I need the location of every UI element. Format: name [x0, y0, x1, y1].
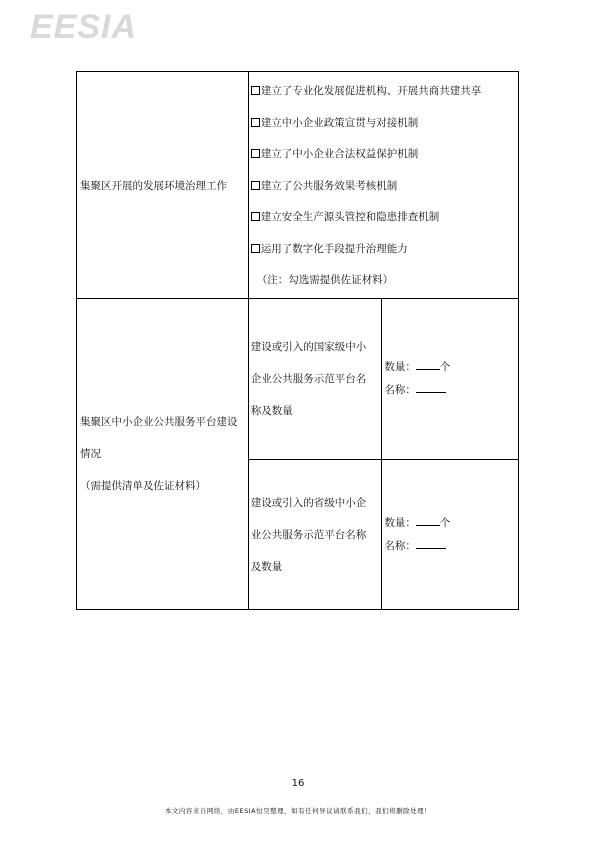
- checklist-item-label: 建立了公共服务效果考核机制: [260, 179, 398, 192]
- checklist-item[interactable]: [251, 76, 516, 108]
- name-field[interactable]: [384, 379, 516, 402]
- governance-checklist: [248, 72, 518, 299]
- checklist-item[interactable]: [251, 171, 516, 203]
- count-unit: 个: [439, 361, 451, 373]
- count-unit: 个: [439, 516, 451, 529]
- application-form-table: [76, 71, 519, 610]
- provincial-platform-fields: [382, 460, 519, 610]
- name-label: 名称：: [384, 539, 416, 552]
- platform-label-note: （需提供清单及佐证材料）: [80, 480, 206, 492]
- national-platform-description: [248, 299, 382, 460]
- platform-label-line2: 情况: [80, 448, 101, 460]
- environment-governance-label: 集聚区开展的发展环境治理工作: [77, 72, 249, 299]
- checklist-item-label: 建立安全生产源头管控和隐患排查机制: [260, 211, 440, 223]
- count-blank[interactable]: [416, 358, 440, 370]
- table-row: [77, 72, 519, 299]
- checklist-item[interactable]: [251, 139, 516, 171]
- provincial-platform-description: [248, 460, 382, 610]
- desc-line: 企业公共服务示范平台名: [250, 373, 367, 385]
- checkbox-icon[interactable]: [251, 181, 260, 190]
- desc-line: 业公共服务示范平台名称: [250, 528, 367, 541]
- name-blank[interactable]: [416, 537, 446, 549]
- count-label: 数量：: [384, 516, 416, 529]
- desc-line: 称及数量: [250, 405, 293, 417]
- count-field[interactable]: [384, 356, 516, 379]
- footer-disclaimer: 本文内容来自网络，由EESIA恒昊整理，如有任何异议请联系我们，我们将删除处理！: [164, 807, 432, 815]
- count-field[interactable]: [384, 512, 516, 535]
- checklist-item[interactable]: [251, 234, 516, 266]
- platform-construction-label: [77, 299, 249, 610]
- checklist-item-label: 建立了专业化发展促进机构、开展共商共建共享: [260, 85, 482, 97]
- table-row: [77, 299, 519, 460]
- eesia-logo: EESIA: [30, 8, 138, 46]
- name-label: 名称：: [384, 384, 416, 396]
- name-blank[interactable]: [416, 381, 446, 393]
- checklist-item-label: 建立中小企业政策宣贯与对接机制: [260, 116, 419, 129]
- checkbox-icon[interactable]: [251, 149, 260, 158]
- checkbox-icon[interactable]: [251, 244, 260, 253]
- checklist-item[interactable]: [251, 108, 516, 140]
- national-platform-fields: [382, 299, 519, 460]
- desc-line: 及数量: [250, 560, 283, 573]
- checklist-note: （注：勾选需提供佐证材料）: [256, 274, 394, 286]
- checklist-item-label: 建立了中小企业合法权益保护机制: [260, 148, 419, 160]
- count-label: 数量：: [384, 361, 416, 373]
- checkbox-icon[interactable]: [251, 118, 260, 127]
- checklist-item[interactable]: [251, 202, 516, 234]
- checkbox-icon[interactable]: [251, 86, 260, 95]
- desc-line: 建设或引入的省级中小企: [250, 496, 367, 509]
- desc-line: 建设或引入的国家级中小: [250, 341, 367, 353]
- count-blank[interactable]: [416, 514, 440, 526]
- checkbox-icon[interactable]: [251, 212, 260, 221]
- checklist-item-label: 运用了数字化手段提升治理能力: [260, 242, 408, 255]
- page-number: 16: [291, 778, 305, 789]
- platform-label-line1: 集聚区中小企业公共服务平台建设: [80, 416, 238, 428]
- name-field[interactable]: [384, 535, 516, 558]
